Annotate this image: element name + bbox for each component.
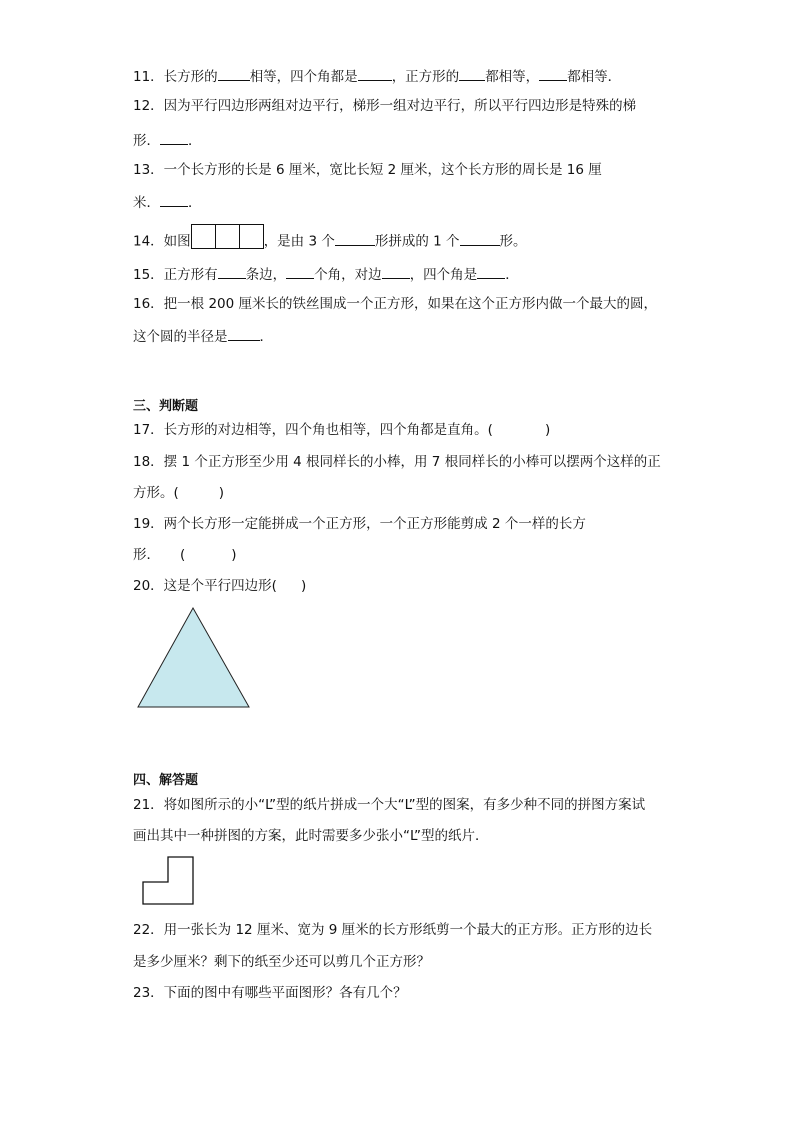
q18-text-2: ) [218, 485, 225, 501]
answer-blank[interactable] [218, 66, 250, 81]
question-18-line-2 [133, 483, 224, 503]
answer-blank[interactable] [460, 231, 500, 246]
question-21-line-1: 21．将如图所示的小“L”型的纸片拼成一个大“L”型的图案，有多少种不同的拼图方案试 [133, 797, 646, 813]
q11-text-5: 都相等． [567, 69, 622, 85]
q15-text-1: 15．正方形有 [133, 267, 218, 283]
q14-text-2: ，是由 3 个 [263, 233, 335, 250]
q14-text-4: 形。 [499, 233, 527, 250]
q15-text-2: 条边， [245, 267, 287, 283]
q14-text-3: 形拼成的 1 个 [374, 233, 460, 250]
answer-blank[interactable] [218, 264, 246, 279]
question-12-line-2 [133, 130, 202, 151]
question-16-line-1: 16．把一根 200 厘米长的铁丝围成一个正方形，如果在这个正方形内做一个最大的圆， [133, 296, 658, 312]
question-21-line-2: 画出其中一种拼图的方案，此时需要多少张小“L”型的纸片． [133, 828, 489, 844]
square-cell [215, 224, 240, 249]
question-11 [133, 66, 621, 87]
q11-text-1: 11．长方形的 [133, 69, 218, 85]
question-15 [133, 264, 519, 285]
question-20 [133, 576, 306, 596]
answer-blank[interactable] [382, 264, 410, 279]
question-22-line-2: 是多少厘米？剩下的纸至少还可以剪几个正方形？ [133, 954, 430, 970]
question-17 [133, 420, 550, 440]
question-16-line-2 [133, 326, 273, 347]
answer-blank[interactable] [160, 130, 188, 145]
question-19-line-1: 19．两个长方形一定能拼成一个正方形，一个正方形能剪成 2 个一样的长方 [133, 516, 586, 532]
answer-blank[interactable] [286, 264, 314, 279]
question-23-line-1: 23．下面的图中有哪些平面图形？各有几个？ [133, 985, 407, 1001]
answer-blank[interactable] [459, 66, 485, 81]
q16-text-2: ． [259, 329, 273, 345]
q19-text-3: ) [231, 547, 237, 563]
three-squares-figure [191, 224, 264, 255]
l-shape-outline [143, 857, 193, 904]
q11-text-4: 都相等， [485, 69, 540, 85]
question-22-line-1: 22．用一张长为 12 厘米、宽为 9 厘米的长方形纸剪一个最大的正方形。正方形的边长 [133, 922, 653, 938]
triangle-shape [138, 608, 249, 707]
q19-text-2: ( [180, 547, 186, 563]
question-19-line-2 [133, 545, 237, 565]
triangle-figure [136, 606, 252, 710]
q12-text-2: ． [188, 133, 202, 149]
q15-text-3: 个角，对边 [314, 267, 382, 283]
q13-text-2: ． [188, 195, 202, 211]
q11-text-2: 相等，四个角都是 [249, 69, 358, 85]
answer-blank[interactable] [358, 66, 392, 81]
question-13-line-2 [133, 192, 202, 213]
q15-text-4: ，四个角是 [409, 267, 478, 283]
answer-blank[interactable] [335, 231, 375, 246]
square-cell [239, 224, 264, 249]
answer-blank[interactable] [477, 264, 505, 279]
q18-text-1: 方形。( [133, 485, 179, 501]
q14-text-1: 14．如图 [133, 233, 191, 250]
question-12-line-1: 12．因为平行四边形两组对边平行，梯形一组对边平行，所以平行四边形是特殊的梯 [133, 98, 637, 114]
q15-text-5: ． [505, 267, 519, 283]
question-18-line-1: 18．摆 1 个正方形至少用 4 根同样长的小棒，用 7 根同样长的小棒可以摆两个这样的正 [133, 454, 661, 470]
square-cell [191, 224, 216, 249]
answer-blank[interactable] [539, 66, 567, 81]
q13-text-1: 米． [133, 195, 160, 211]
l-shape-figure [140, 855, 196, 907]
section-heading-answers: 四、解答题 [133, 773, 199, 788]
q12-text-1: 形． [133, 133, 160, 149]
question-14 [133, 226, 527, 257]
q16-text-1: 这个圆的半径是 [133, 329, 228, 345]
q19-text-1: 形． [133, 547, 160, 563]
q20-text-2: ) [300, 578, 307, 594]
section-heading-judgement: 三、判断题 [133, 399, 199, 414]
q11-text-3: ，正方形的 [391, 69, 460, 85]
answer-blank[interactable] [228, 326, 260, 341]
answer-blank[interactable] [160, 192, 188, 207]
q17-text-2: ) [544, 422, 551, 438]
question-13-line-1: 13．一个长方形的长是 6 厘米，宽比长短 2 厘米，这个长方形的周长是 16 厘 [133, 162, 602, 178]
q17-text-1: 17．长方形的对边相等，四个角也相等，四个角都是直角。( [133, 422, 493, 438]
q20-text-1: 20．这是个平行四边形( [133, 578, 277, 594]
